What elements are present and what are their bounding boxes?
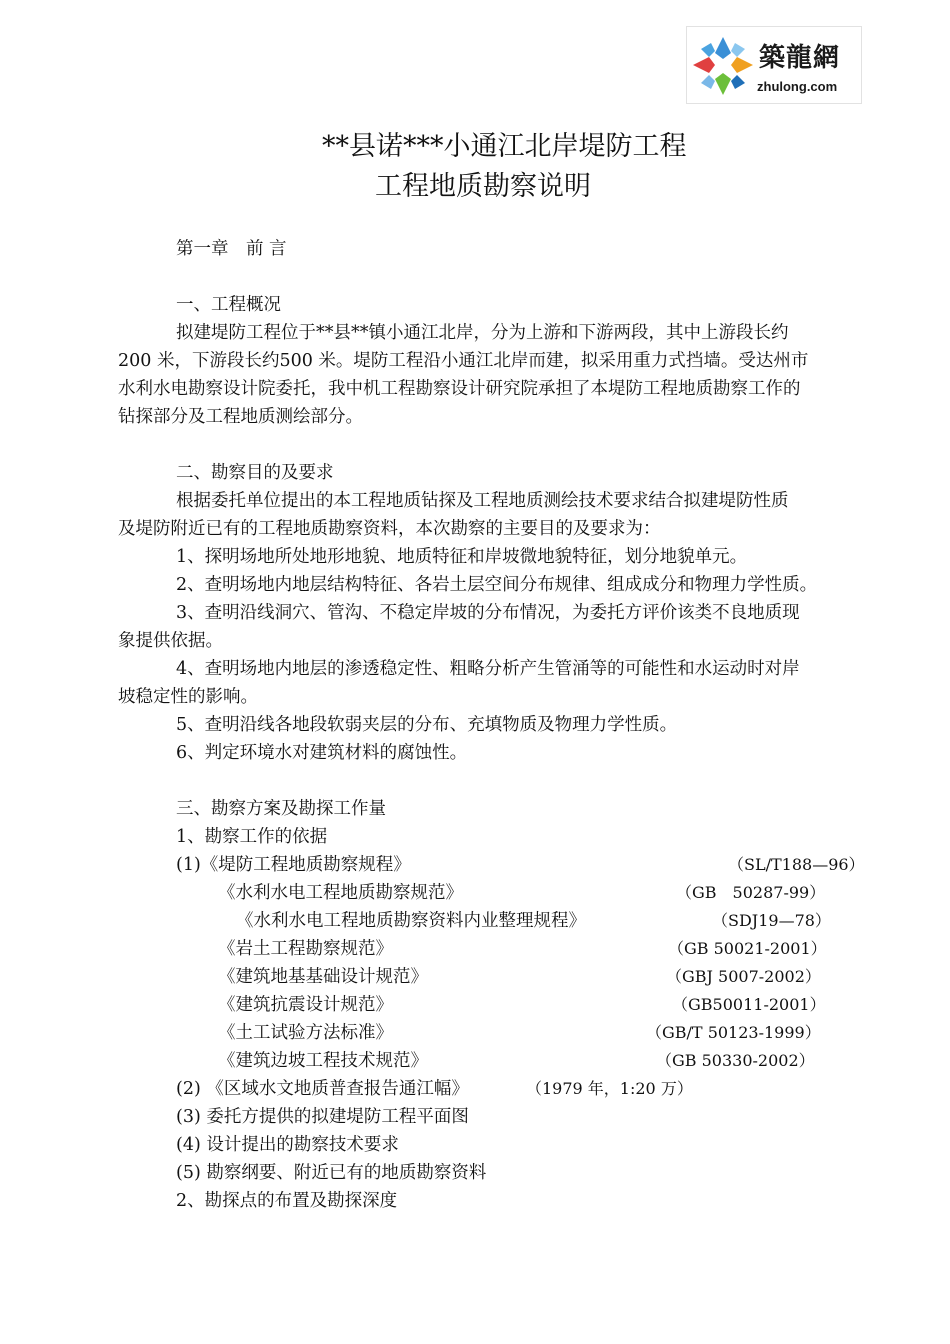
paragraph-line: 拟建堤防工程位于**县**镇小通江北岸，分为上游和下游两段，其中上游段长约 bbox=[176, 323, 789, 343]
list-item: 5、查明沿线各地段软弱夹层的分布、充填物质及物理力学性质。 bbox=[176, 715, 678, 735]
reference-title: 《土工试验方法标准》 bbox=[218, 1023, 393, 1043]
reference-title: 《水利水电工程地质勘察资料内业整理规程》 bbox=[236, 911, 586, 931]
reference-item: (4) 设计提出的勘察技术要求 bbox=[176, 1135, 399, 1155]
paragraph-line: 水利水电勘察设计院委托，我中机工程勘察设计研究院承担了本堤防工程地质勘察工作的 bbox=[118, 379, 801, 399]
reference-item: (3) 委托方提供的拟建堤防工程平面图 bbox=[176, 1107, 469, 1127]
reference-code: （1979 年，1:20 万） bbox=[526, 1079, 693, 1098]
reference-title: 《建筑抗震设计规范》 bbox=[218, 995, 393, 1015]
reference-code: （GB50011-2001） bbox=[672, 995, 826, 1014]
list-item-continuation: 象提供依据。 bbox=[118, 631, 223, 651]
list-item: 6、判定环境水对建筑材料的腐蚀性。 bbox=[176, 743, 468, 763]
list-item: 3、查明沿线洞穴、管沟、不稳定岸坡的分布情况，为委托方评价该类不良地质现 bbox=[176, 603, 800, 623]
list-item: 1、探明场地所处地形地貌、地质特征和岸坡微地貌特征，划分地貌单元。 bbox=[176, 547, 748, 567]
reference-item: (5) 勘察纲要、附近已有的地质勘察资料 bbox=[176, 1163, 487, 1183]
reference-code: （GB/T 50123-1999） bbox=[646, 1023, 821, 1042]
subsection-heading: 1、勘察工作的依据 bbox=[176, 827, 328, 847]
reference-title: (1)《堤防工程地质勘察规程》 bbox=[176, 855, 411, 875]
section-2-heading: 二、勘察目的及要求 bbox=[176, 463, 334, 483]
paragraph-line: 根据委托单位提出的本工程地质钻探及工程地质测绘技术要求结合拟建堤防性质 bbox=[176, 491, 789, 511]
reference-title: (2) 《区域水文地质普查报告通江幅》 bbox=[176, 1079, 469, 1099]
paragraph-line: 及堤防附近已有的工程地质勘察资料，本次勘察的主要目的及要求为： bbox=[118, 519, 661, 539]
reference-code: （GB 50330-2002） bbox=[656, 1051, 815, 1070]
reference-title: 《水利水电工程地质勘察规范》 bbox=[218, 883, 463, 903]
reference-title: 《建筑地基基础设计规范》 bbox=[218, 967, 428, 987]
reference-code: （GB 50287-99） bbox=[676, 883, 826, 902]
logo-text-en: zhulong.com bbox=[757, 79, 838, 94]
reference-title: 《建筑边坡工程技术规范》 bbox=[218, 1051, 428, 1071]
reference-code: （SDJ19—78） bbox=[712, 911, 831, 930]
paragraph-line: 钻探部分及工程地质测绘部分。 bbox=[118, 407, 363, 427]
document-subtitle: 工程地质勘察说明 bbox=[375, 171, 591, 202]
section-1-heading: 一、工程概况 bbox=[176, 295, 281, 315]
zhulong-logo bbox=[686, 26, 862, 104]
zhulong-logo-icon bbox=[691, 35, 755, 97]
logo-text-cn: 築龍網 bbox=[759, 43, 841, 73]
reference-code: （GB 50021-2001） bbox=[668, 939, 827, 958]
document-title: **县诺***小通江北岸堤防工程 bbox=[322, 131, 687, 162]
reference-code: （SL/T188—96） bbox=[728, 855, 865, 874]
reference-title: 《岩土工程勘察规范》 bbox=[218, 939, 393, 959]
list-item: 2、查明场地内地层结构特征、各岩土层空间分布规律、组成成分和物理力学性质。 bbox=[176, 575, 818, 595]
reference-code: （GBJ 5007-2002） bbox=[666, 967, 821, 986]
paragraph-line: 200 米，下游段长约500 米。堤防工程沿小通江北岸而建，拟采用重力式挡墙。受达州市 bbox=[118, 351, 809, 371]
subsection-heading: 2、勘探点的布置及勘探深度 bbox=[176, 1191, 398, 1211]
section-3-heading: 三、勘察方案及勘探工作量 bbox=[176, 799, 386, 819]
chapter-heading: 第一章 前 言 bbox=[176, 239, 287, 259]
list-item: 4、查明场地内地层的渗透稳定性、粗略分析产生管涌等的可能性和水运动时对岸 bbox=[176, 659, 800, 679]
list-item-continuation: 坡稳定性的影响。 bbox=[118, 687, 258, 707]
